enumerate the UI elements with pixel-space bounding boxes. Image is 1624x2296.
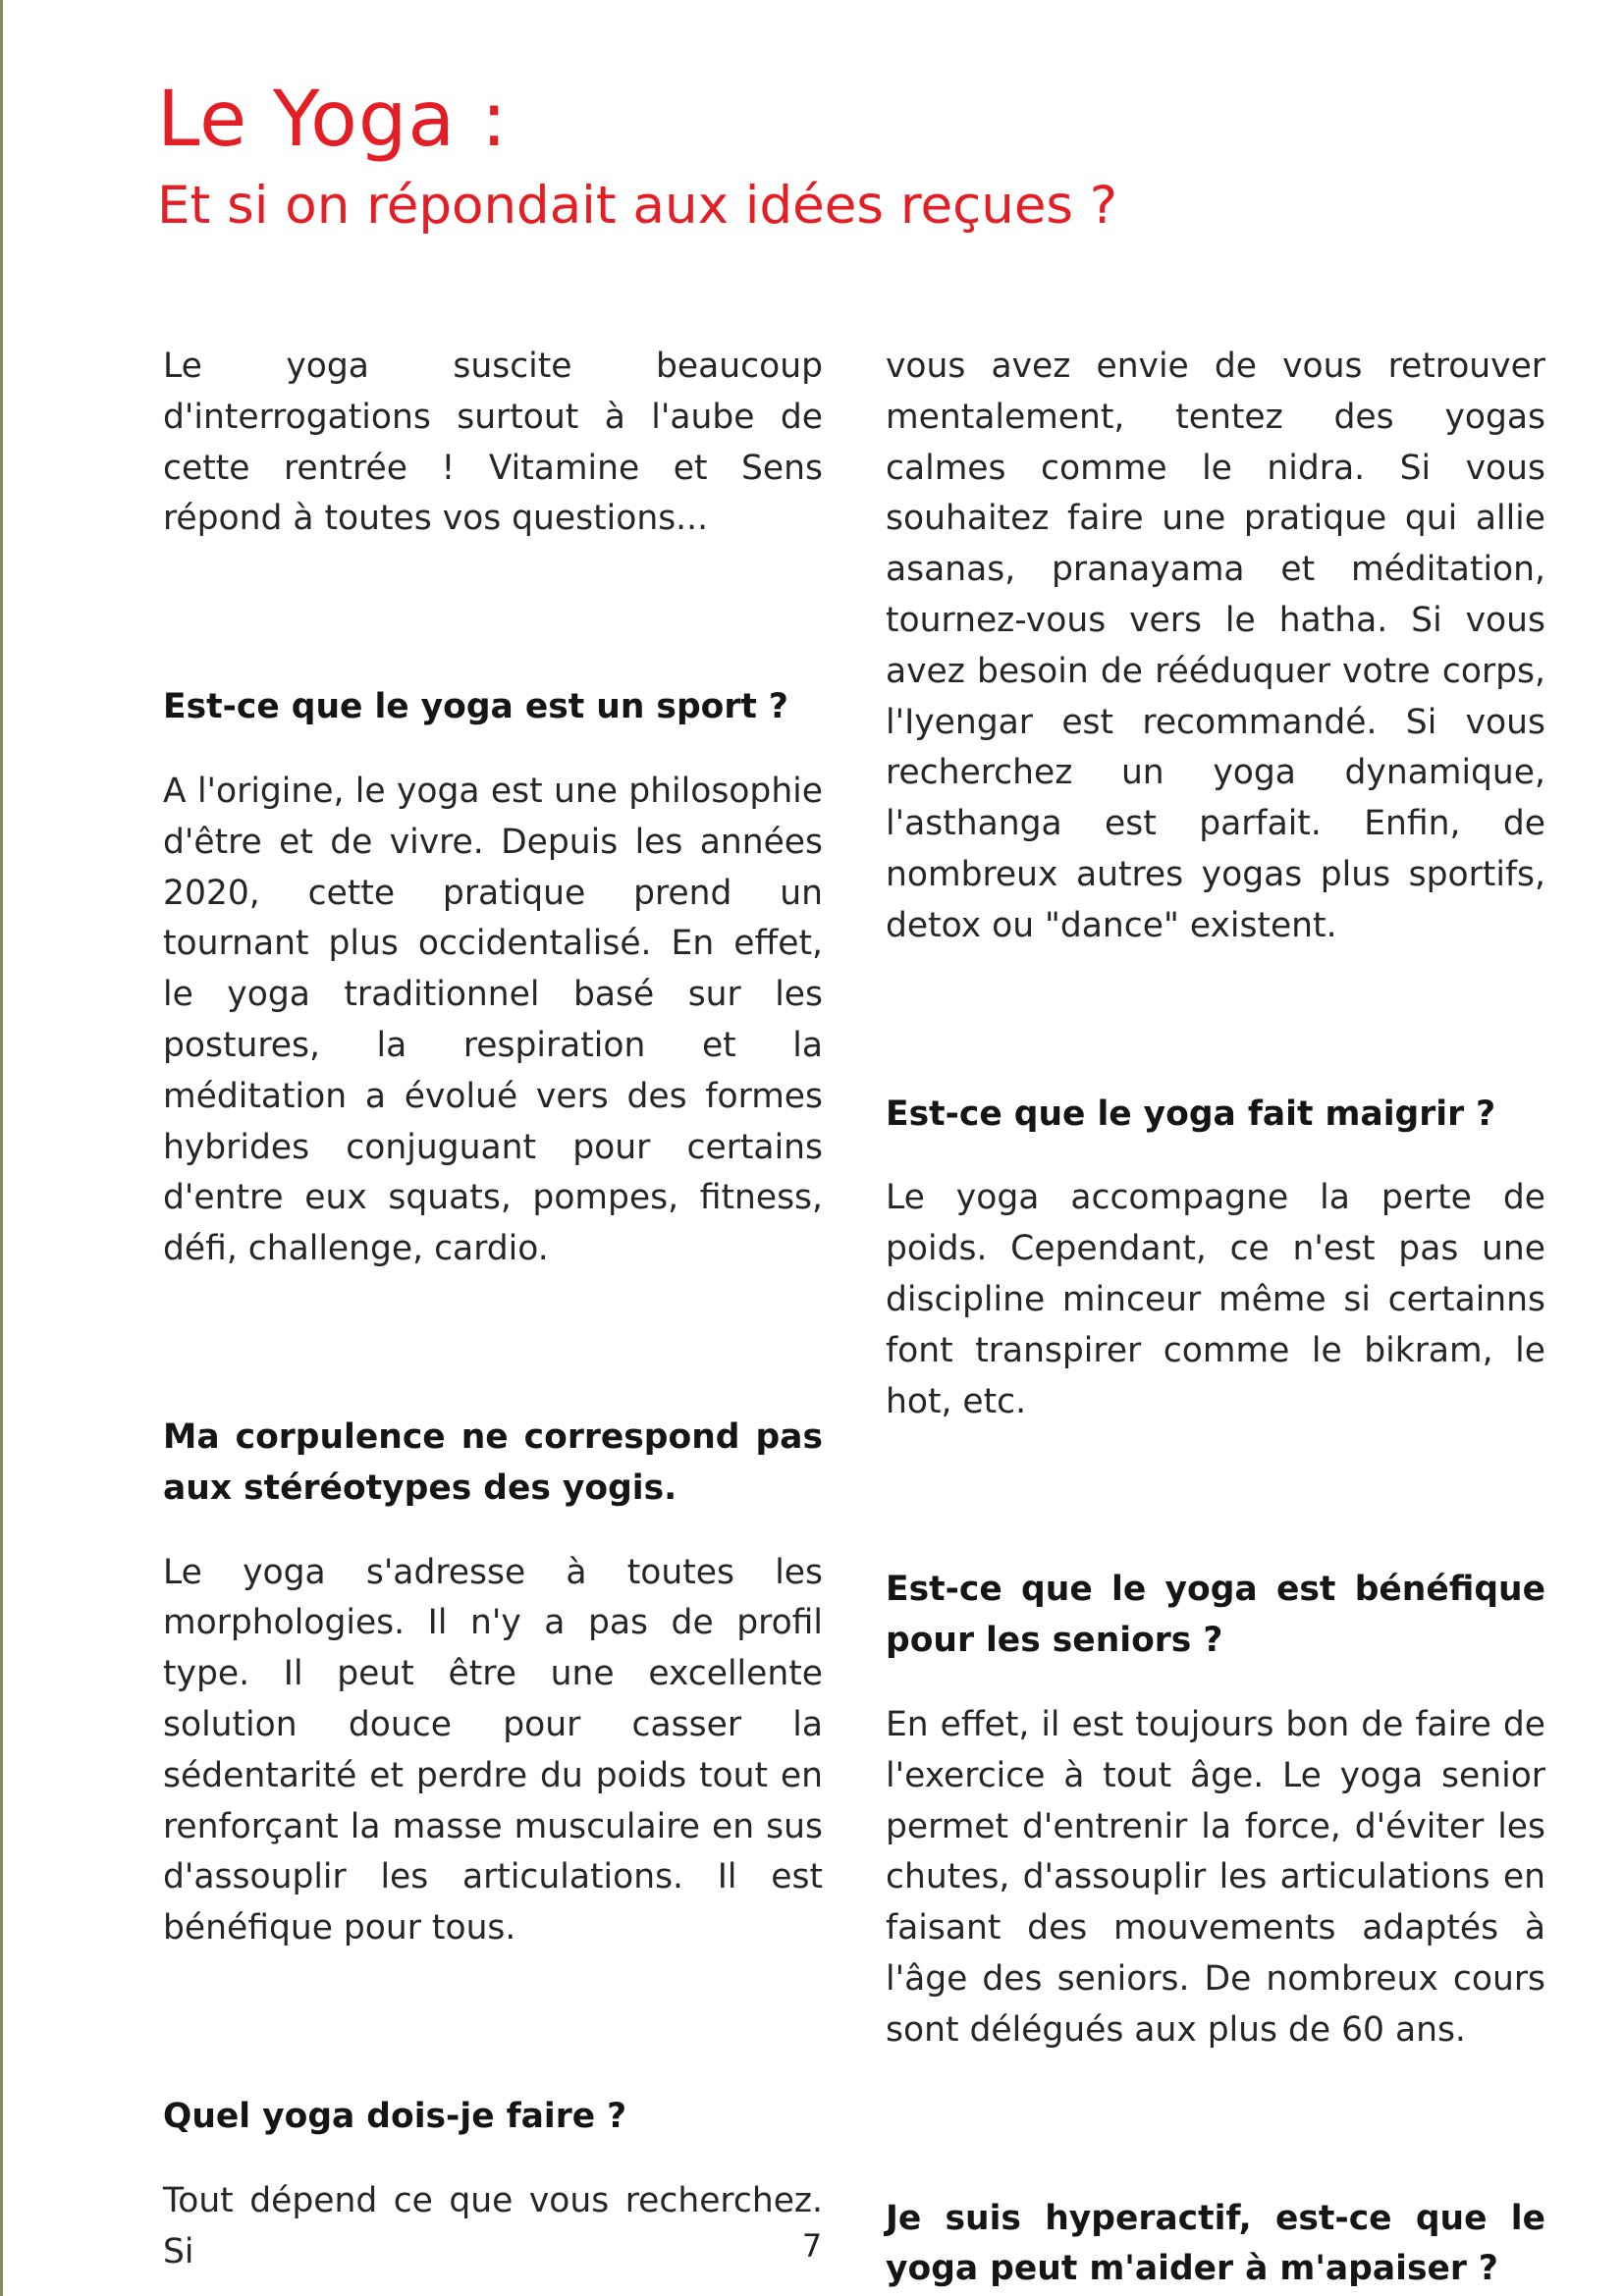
answer-which-yoga-continued: vous avez envie de vous retrouver mentalement, tentez des yogas calmes comme le nidra. Si vous souhaitez faire une pratique qui allie asanas, pranayama et méditation, tournez-vous vers le hatha. Si vous avez besoin de rééduquer votre corps, l'Iyengar est recommandé. Si vous recherchez un yoga dynamique, l'asthanga est parfait. Enfin, de nombreux autres yogas plus sportifs, detox ou "dance" existent. bbox=[886, 347, 1545, 945]
page-number: 7 bbox=[801, 2227, 823, 2265]
intro-paragraph: Le yoga suscite beaucoup d'interrogations surtout à l'aube de cette rentrée ! Vitamine et Sens répond à toutes vos questions... bbox=[163, 347, 823, 539]
title-subtitle: Et si on répondait aux idées reçues ? bbox=[157, 176, 1118, 236]
answer-seniors: En effet, il est toujours bon de faire de l'exercice à tout âge. Le yoga senior permet d'entrenir la force, d'éviter les chutes, d'assouplir les articulations en faisant des mouvements adaptés à l'âge des seniors. De nombreux cours sont délégués aux plus de 60 ans. bbox=[886, 1704, 1545, 2050]
left-column bbox=[163, 342, 823, 2277]
right-column bbox=[886, 342, 1545, 2295]
question-heading-weight-loss: Est-ce que le yoga fait maigrir ? bbox=[886, 1094, 1496, 1134]
question-heading-sport: Est-ce que le yoga est un sport ? bbox=[163, 687, 788, 727]
answer-which-yoga-start: Tout dépend ce que vous recherchez. Si bbox=[163, 2180, 823, 2271]
answer-sport: A l'origine, le yoga est une philosophie d'être et de vivre. Depuis les années 2020, cette pratique prend un tournant plus occidentalisé. En effet, le yoga traditionnel basé sur les postures, la respiration et la méditation a évolué vers des formes hybrides conjuguant pour certains d'entre eux squats, pompes, fitness, défi, challenge, cardio. bbox=[163, 771, 823, 1269]
title-main: Le Yoga : bbox=[157, 76, 509, 164]
answer-weight-loss: Le yoga accompagne la perte de poids. Cependant, ce n'est pas une discipline minceur même si certainns font transpirer comme le bikram, le hot, etc. bbox=[886, 1178, 1545, 1421]
article-title bbox=[157, 71, 1117, 243]
page-edge-line bbox=[0, 0, 3, 2296]
question-heading-seniors: Est-ce que le yoga est bénéfique pour les seniors ? bbox=[886, 1570, 1545, 1661]
question-heading-which-yoga: Quel yoga dois-je faire ? bbox=[163, 2096, 627, 2136]
answer-corpulence: Le yoga s'adresse à toutes les morphologies. Il n'y a pas de profil type. Il peut être une excellente solution douce pour casser la sédentarité et perdre du poids tout en renforçant la masse musculaire en sus d'assouplir les articulations. Il est bénéfique pour tous. bbox=[163, 1552, 823, 1949]
question-heading-corpulence: Ma corpulence ne correspond pas aux stéréotypes des yogis. bbox=[163, 1416, 823, 1508]
question-heading-hyperactive: Je suis hyperactif, est-ce que le yoga peut m'aider à m'apaiser ? bbox=[886, 2198, 1545, 2289]
